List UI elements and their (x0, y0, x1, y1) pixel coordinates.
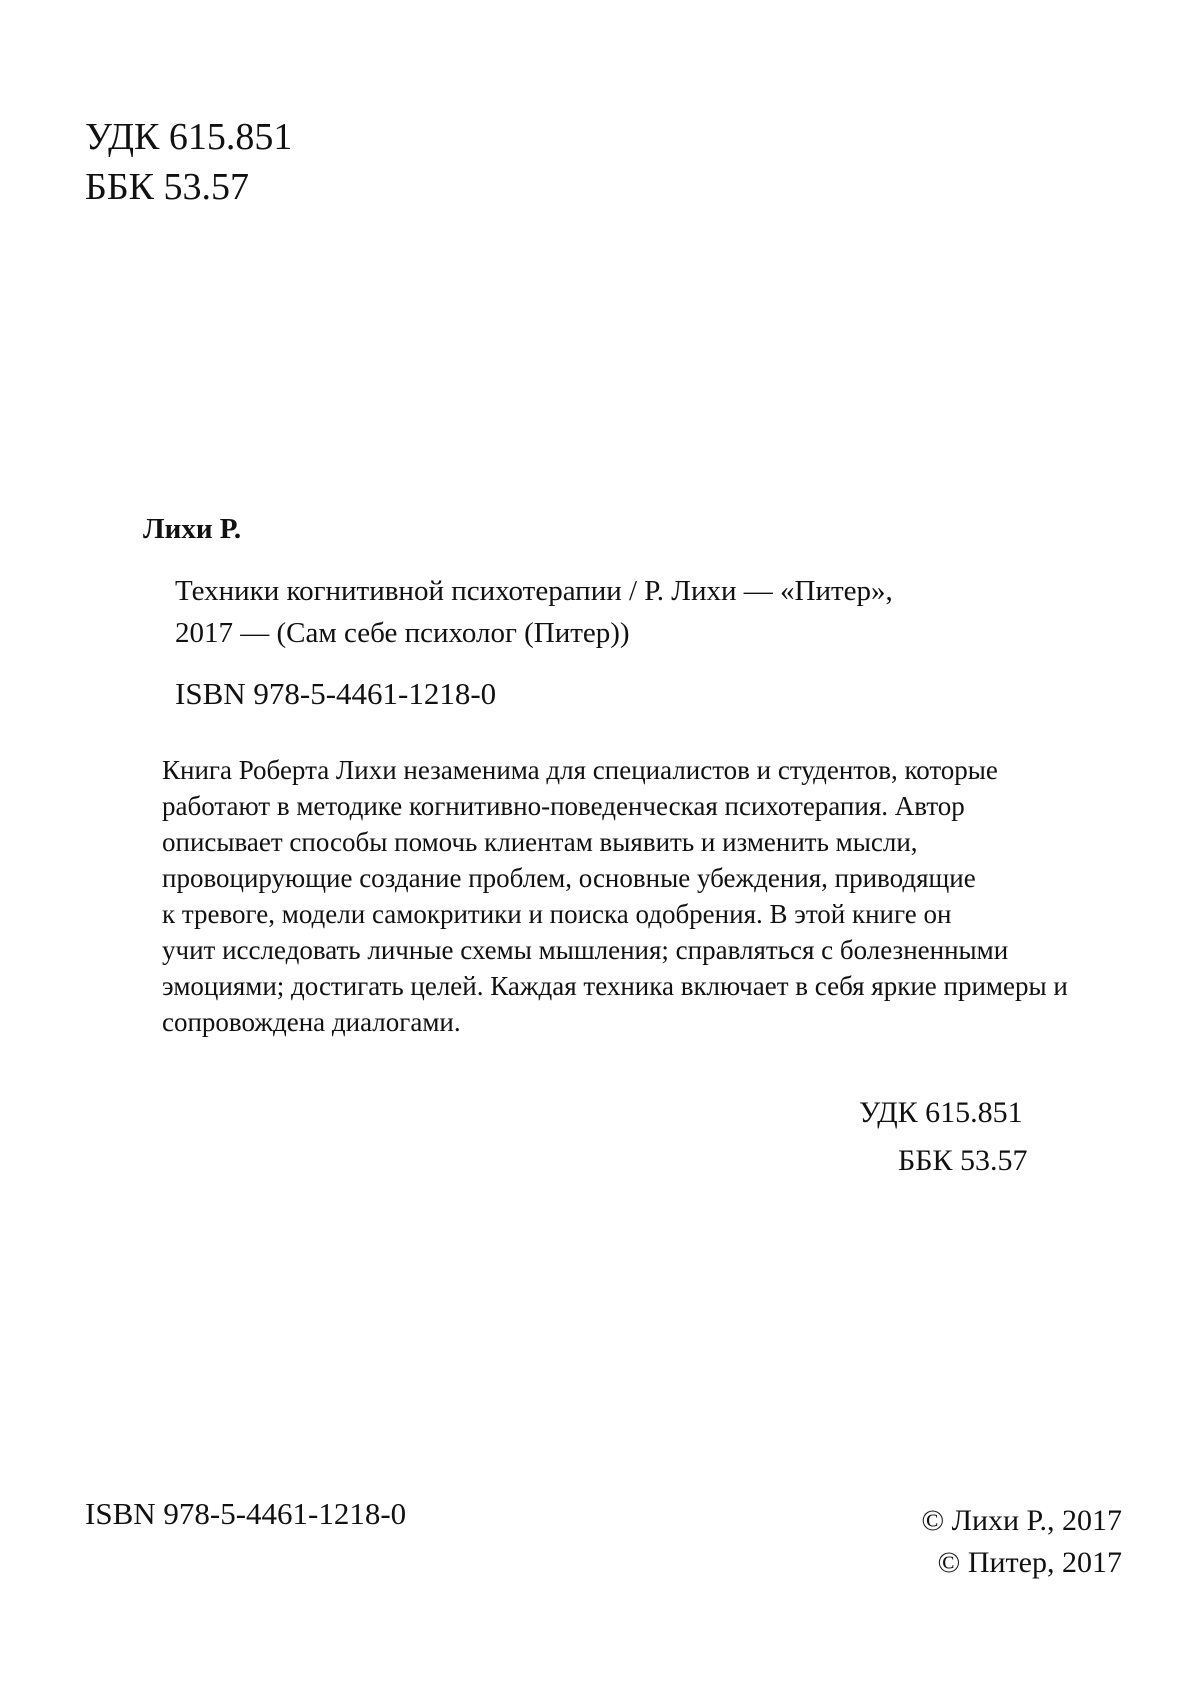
header-codes (85, 112, 292, 212)
udk-code: УДК 615.851 (85, 116, 293, 158)
classification-udk: УДК 615.851 (859, 1096, 1023, 1129)
copyright-publisher: © Питер, 2017 (937, 1546, 1122, 1579)
abstract-line: Книга Роберта Лихи незаменима для специалистов и студентов, которые (162, 755, 998, 785)
isbn-footer: ISBN 978-5-4461-1218-0 (85, 1496, 407, 1531)
bbk-code: ББК 53.57 (85, 166, 249, 208)
abstract-line: учит исследовать личные схемы мышления; справляться с болезненными (162, 935, 1009, 965)
author-heading: Лихи Р. (143, 513, 242, 545)
abstract-line: работают в методике когнитивно-поведенческая психотерапия. Автор (162, 791, 965, 821)
abstract-line: сопровождена диалогами. (162, 1007, 461, 1037)
abstract-line: описывает способы помочь клиентам выявить и изменить мысли, (162, 827, 918, 857)
abstract-line: провоцирующие создание проблем, основные убеждения, приводящие (162, 863, 976, 893)
abstract-line: к тревоге, модели самокритики и поиска одобрения. В этой книге он (162, 899, 952, 929)
title-line: 2017 — (Сам себе психолог (Питер)) (175, 617, 630, 649)
abstract-line: эмоциями; достигать целей. Каждая техника включает в себя яркие примеры и (162, 971, 1068, 1001)
book-abstract (162, 752, 1142, 1040)
copyright-author: © Лихи Р., 2017 (921, 1504, 1122, 1537)
bibliographic-title (175, 570, 893, 654)
copyright-block (921, 1500, 1122, 1584)
title-line: Техники когнитивной психотерапии / Р. Лихи — «Питер», (175, 575, 893, 607)
classification-bbk: ББК 53.57 (898, 1144, 1028, 1177)
isbn-record: ISBN 978-5-4461-1218-0 (175, 676, 497, 711)
